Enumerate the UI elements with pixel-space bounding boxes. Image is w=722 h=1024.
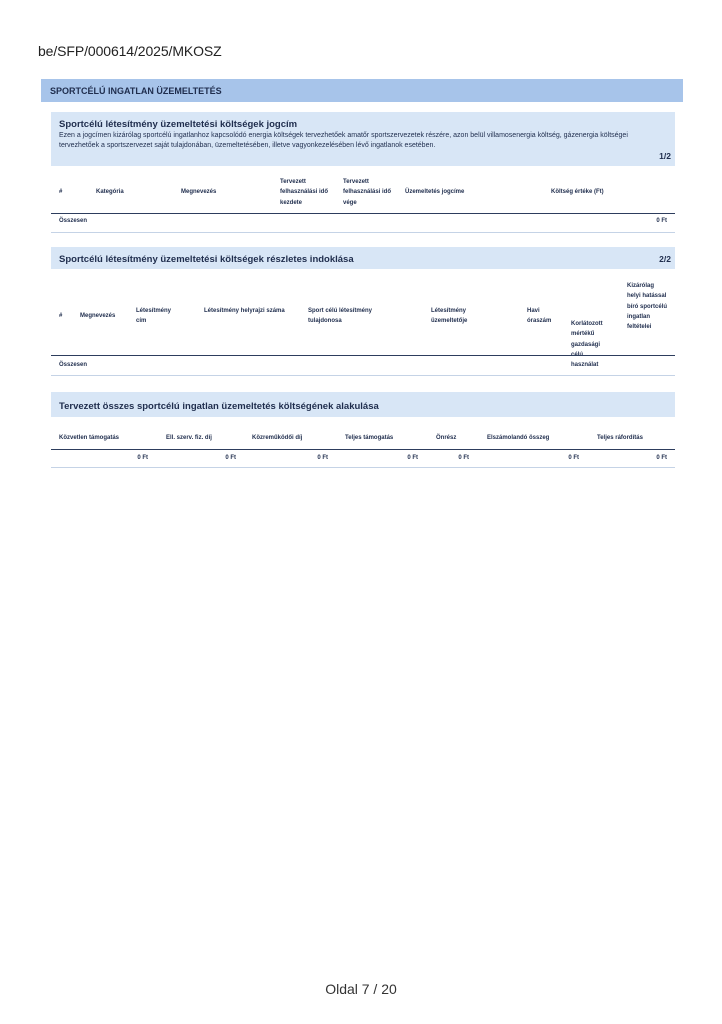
jogcim-col-jogcime: Üzemeltetés jogcíme	[405, 189, 465, 195]
osszes-col-ell-szerv: Ell. szerv. fiz. díj	[166, 435, 212, 441]
indoklas-header-rule	[51, 355, 675, 356]
indoklas-col-tulajdonos: Sport célú létesítmény tulajdonosa	[308, 308, 373, 325]
section-title: SPORTCÉLÚ INGATLAN ÜZEMELTETÉS	[50, 86, 222, 96]
osszes-title: Tervezett összes sportcélú ingatlan üzemeltetés költségének alakulása	[59, 401, 379, 412]
jogcim-col-kezdete: Tervezett felhasználási idő kezdete	[280, 179, 329, 206]
indoklas-col-helyrajzi: Létesítmény helyrajzi száma	[204, 308, 285, 314]
jogcim-col-kategoria: Kategória	[96, 189, 124, 195]
osszes-box	[51, 392, 675, 417]
section-header	[41, 79, 683, 102]
jogcim-total-value: 0 Ft	[656, 218, 667, 224]
osszes-bottom-rule	[51, 467, 675, 468]
indoklas-col-kizarolag: Kizárólag helyi hatással bíró sportcélú ingatlan feltételei	[627, 283, 668, 331]
osszes-value-teljes-raforditas: 0 Ft	[656, 455, 667, 461]
jogcim-total-label: Összesen	[59, 218, 88, 224]
jogcim-col-vege: Tervezett felhasználási idő vége	[343, 179, 392, 206]
jogcim-header-rule	[51, 213, 675, 214]
jogcim-box	[51, 112, 675, 166]
jogcim-col-koltseg: Költség értéke (Ft)	[551, 189, 604, 195]
osszes-value-elszamolando: 0 Ft	[568, 455, 579, 461]
jogcim-page-indicator: 1/2	[659, 151, 671, 161]
osszes-col-teljes-tamogatas: Teljes támogatás	[345, 435, 394, 441]
jogcim-description: Ezen a jogcímen kizárólag sportcélú ingatlanhoz kapcsolódó energia költségek tervezhetőek amatőr sportszervezetek részére, azon belül villamosenergia költség, gázenergia költségei tervezhetőek a sportszervezet saját tulajdonában, üzemeltetésében, illetve vagyonkezelésében lévő ingatlanok esetében.	[59, 132, 628, 149]
osszes-value-ell-szerv: 0 Ft	[225, 455, 236, 461]
indoklas-col-korlatozott: Korlátozott mértékű gazdasági célú használat	[571, 321, 603, 369]
indoklas-col-uzemelteto: Létesítmény üzemeltetője	[431, 308, 468, 325]
osszes-value-onresz: 0 Ft	[458, 455, 469, 461]
osszes-col-kozremukodoi: Közreműködői díj	[252, 435, 303, 441]
osszes-col-elszamolando: Elszámolandó összeg	[487, 435, 550, 441]
osszes-col-kozvetlen: Közvetlen támogatás	[59, 435, 120, 441]
osszes-value-teljes-tamogatas: 0 Ft	[407, 455, 418, 461]
osszes-value-kozremukodoi: 0 Ft	[317, 455, 328, 461]
indoklas-title: Sportcélú létesítmény üzemeltetési költségek részletes indoklása	[59, 254, 354, 265]
osszes-value-kozvetlen: 0 Ft	[137, 455, 148, 461]
osszes-col-onresz: Önrész	[436, 435, 457, 441]
jogcim-col-megnevezes: Megnevezés	[181, 189, 217, 195]
indoklas-total-label: Összesen	[59, 362, 88, 368]
indoklas-box	[51, 247, 675, 269]
osszes-header-rule	[51, 449, 675, 450]
indoklas-bottom-rule	[51, 375, 675, 376]
indoklas-col-oraszam: Havi óraszám	[527, 308, 552, 325]
indoklas-col-num: #	[59, 313, 63, 319]
indoklas-col-cim: Létesítmény cím	[136, 308, 172, 325]
document-id: be/SFP/000614/2025/MKOSZ	[38, 43, 222, 59]
jogcim-title: Sportcélú létesítmény üzemeltetési költségek jogcím	[59, 119, 298, 130]
page-number: Oldal 7 / 20	[325, 981, 397, 997]
indoklas-col-megnevezes: Megnevezés	[80, 313, 116, 319]
osszes-col-teljes-raforditas: Teljes ráfordítás	[597, 435, 643, 441]
jogcim-col-num: #	[59, 189, 63, 195]
indoklas-page-indicator: 2/2	[659, 254, 671, 264]
jogcim-bottom-rule	[51, 232, 675, 233]
